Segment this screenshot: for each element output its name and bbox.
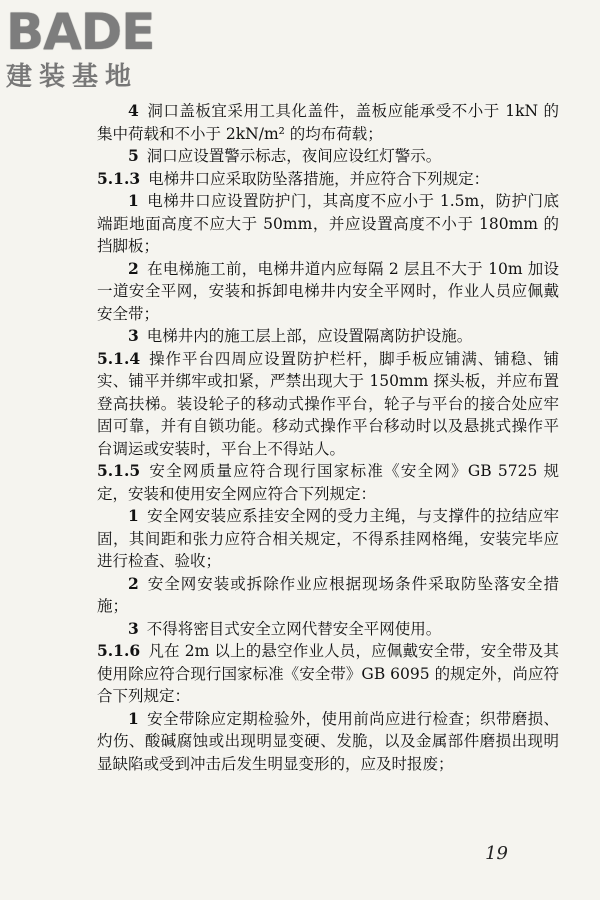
clause-5-1-5-item-3 [97, 618, 559, 641]
clause-5-1-6 [97, 640, 559, 708]
clause-text: 安全网安装或拆除作业应根据现场条件采取防坠落安全措施； [97, 574, 559, 615]
clause-number: 5.1.5 [97, 461, 141, 480]
clause-text: 在电梯施工前，电梯井道内应每隔 2 层且不大于 10m 加设一道安全平网，安装和拆卸电梯井内安全平网时，作业人员应佩戴安全带； [97, 259, 559, 323]
clause-text: 洞口应设置警示标志，夜间应设红灯警示。 [146, 147, 442, 165]
clause-5-1-5-item-2 [97, 573, 559, 618]
document-body [97, 100, 559, 775]
clause-number: 5.1.6 [97, 641, 141, 660]
clause-text: 电梯井口应设置防护门，其高度不应小于 1.5m，防护门底端距地面高度不应大于 50mm，并应设置高度不小于 180mm 的挡脚板； [97, 192, 559, 255]
clause-5-1-3-item-3 [97, 325, 559, 348]
clause-number: 4 [128, 101, 139, 120]
logo [6, 4, 186, 100]
clause-number: 2 [128, 573, 139, 593]
clause-text: 安全网质量应符合现行国家标准《安全网》GB 5725 规定，安装和使用安全网应符合下列规定： [97, 462, 559, 503]
clause-5-1-5 [97, 460, 559, 505]
clause-text: 凡在 2m 以上的悬空作业人员，应佩戴安全带，安全带及其使用除应符合现行国家标准《安全带》GB 6095 的规定外，尚应符合下列规定： [97, 642, 559, 705]
clause-text: 电梯井内的施工层上部，应设置隔离防护设施。 [146, 327, 473, 345]
clause-5-1-5-item-1 [97, 505, 559, 573]
clause-number: 5.1.3 [97, 168, 141, 188]
page-number: 19 [485, 843, 508, 864]
clause-text: 洞口盖板宜采用工具化盖件，盖板应能承受不小于 1kN 的集中荷载和不小于 2kN/m² 的均布荷载； [97, 102, 559, 143]
clause-5-1-2-item-5 [97, 145, 559, 168]
clause-text: 不得将密目式安全立网代替安全平网使用。 [146, 619, 442, 638]
clause-number: 3 [128, 326, 139, 345]
clause-number: 1 [128, 191, 139, 210]
clause-5-1-4 [97, 348, 559, 461]
logo-wordmark: BADE [6, 3, 155, 61]
clause-5-1-6-item-1 [97, 708, 559, 776]
clause-number: 1 [128, 506, 139, 525]
clause-5-1-3-item-2 [97, 258, 559, 326]
logo-subtitle: 建装基地 [6, 62, 139, 92]
clause-text: 安全网安装应系挂安全网的受力主绳，与支撑件的拉结应牢固，其间距和张力应符合相关规定，不得系挂网格绳，安装完毕应进行检查、验收； [97, 507, 559, 570]
clause-number: 1 [128, 708, 139, 728]
clause-5-1-2-item-4 [97, 100, 559, 145]
clause-text: 安全带除应定期检验外，使用前尚应进行检查；织带磨损、灼伤、酸碱腐蚀或出现明显变硬、发脆，以及金属部件磨损出现明显缺陷或受到冲击后发生明显变形的，应及时报废； [97, 709, 559, 773]
clause-number: 3 [128, 618, 139, 638]
clause-number: 5.1.4 [97, 348, 141, 368]
clause-text: 电梯井口应采取防坠落措施，并应符合下列规定： [148, 169, 490, 188]
clause-5-1-3-item-1 [97, 190, 559, 258]
clause-number: 5 [128, 146, 139, 165]
clause-number: 2 [128, 258, 139, 278]
clause-5-1-3 [97, 168, 559, 191]
clause-text: 操作平台四周应设置防护栏杆，脚手板应铺满、铺稳、铺实、铺平并绑牢或扣紧，严禁出现大于 150mm 探头板，并应布置登高扶梯。装设轮子的移动式操作平台，轮子与平台的接合处应牢固可靠，并有自锁功能。移动式操作平台移动时以及悬挑式操作平台调运或安装时，平台上不得站人。 [97, 349, 559, 458]
